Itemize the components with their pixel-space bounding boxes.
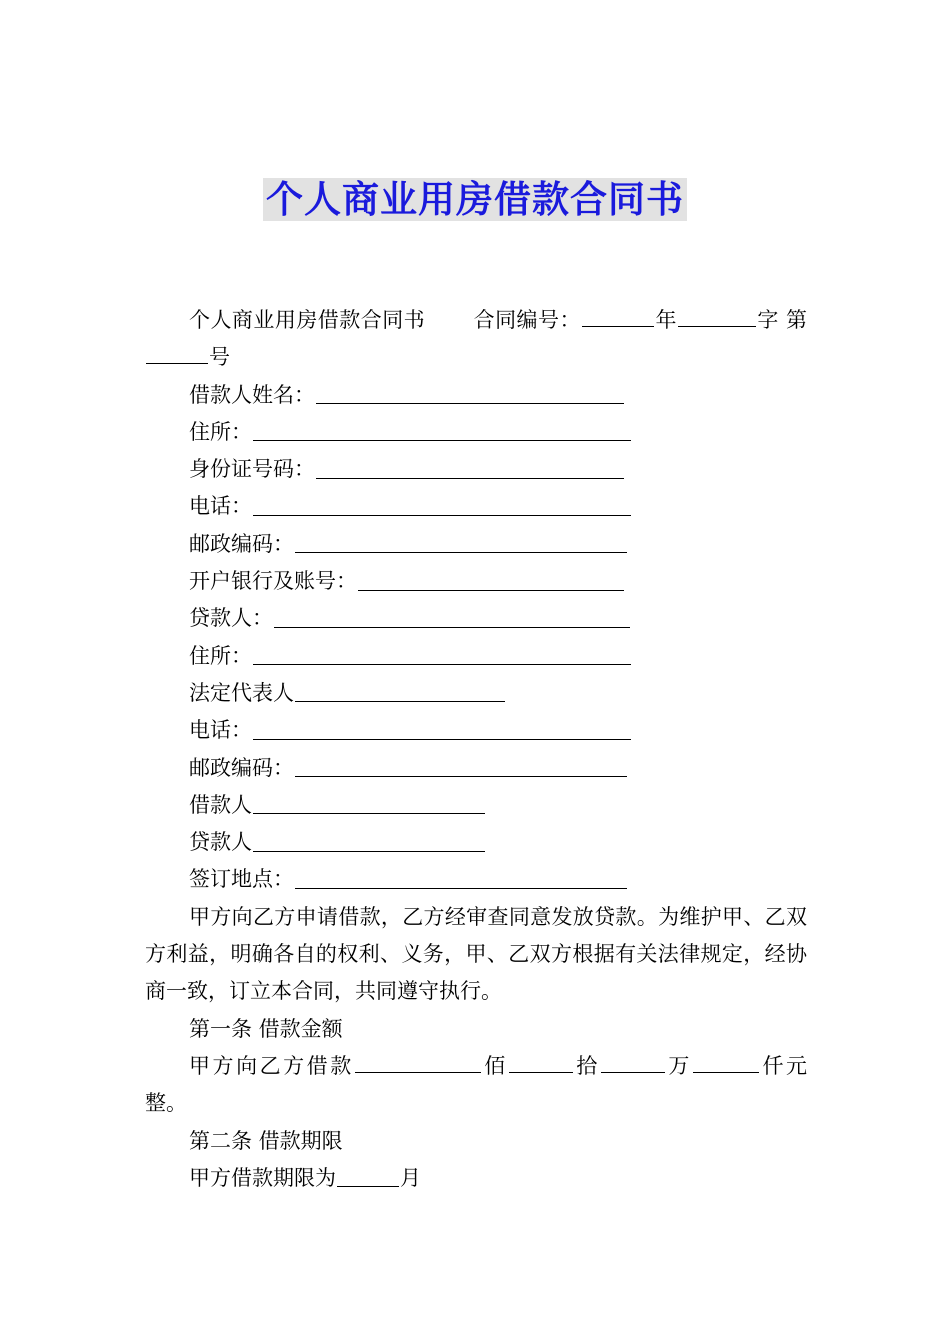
amount-wan-blank[interactable] (601, 1071, 665, 1073)
borrower-name-field: 借款人姓名： (145, 377, 807, 414)
number-blank[interactable] (146, 362, 208, 364)
lender-postcode-field: 邮政编码： (145, 750, 807, 787)
year-blank[interactable] (582, 325, 654, 327)
lender-sign-blank[interactable] (253, 850, 485, 852)
article-2-heading: 第二条 借款期限 (189, 1128, 343, 1153)
id-number-field: 身份证号码： (145, 451, 807, 488)
lender-field: 贷款人： (145, 600, 807, 637)
contract-body (145, 302, 807, 1197)
article-2-text: 甲方借款期限为 月 (189, 1165, 421, 1190)
lender-phone-blank[interactable] (253, 738, 631, 740)
legal-rep-blank[interactable] (295, 700, 505, 702)
lender-address-field: 住所： (145, 638, 807, 675)
lender-postcode-blank[interactable] (295, 775, 627, 777)
amount-shi-blank[interactable] (509, 1071, 573, 1073)
contract-header-line: 个人商业用房借款合同书 合同编号： 年 字 第号 (145, 302, 807, 377)
bank-account-blank[interactable] (358, 589, 624, 591)
article-1-text: 甲方向乙方借款 佰 拾 万 仟元整。 (145, 1053, 808, 1116)
amount-bai-blank[interactable] (355, 1071, 481, 1073)
intro-paragraph: 甲方向乙方申请借款，乙方经审查同意发放贷款。为维护甲、乙双方利益，明确各自的权利、义务，甲、乙双方根据有关法律规定，经协商一致，订立本合同，共同遵守执行。 (145, 904, 807, 1004)
bank-account-field: 开户银行及账号： (145, 563, 807, 600)
borrower-phone-field: 电话： (145, 488, 807, 525)
amount-qian-blank[interactable] (693, 1071, 759, 1073)
signing-place-field: 签订地点： (145, 861, 807, 898)
borrower-name-blank[interactable] (316, 402, 624, 404)
borrower-sign-field: 借款人 (145, 787, 807, 824)
legal-rep-field: 法定代表人 (145, 675, 807, 712)
lender-phone-field: 电话： (145, 712, 807, 749)
lender-blank[interactable] (274, 626, 630, 628)
borrower-postcode-field: 邮政编码： (145, 526, 807, 563)
term-months-blank[interactable] (337, 1185, 399, 1187)
borrower-phone-blank[interactable] (253, 514, 631, 516)
zi-blank[interactable] (678, 325, 756, 327)
borrower-sign-blank[interactable] (253, 812, 485, 814)
borrower-postcode-blank[interactable] (295, 551, 627, 553)
document-title: 个人商业用房借款合同书 (0, 178, 950, 222)
signing-place-blank[interactable] (295, 887, 627, 889)
borrower-address-blank[interactable] (253, 439, 631, 441)
id-number-blank[interactable] (316, 477, 624, 479)
lender-address-blank[interactable] (253, 663, 631, 665)
article-1-heading: 第一条 借款金额 (189, 1016, 343, 1041)
lender-sign-field: 贷款人 (145, 824, 807, 861)
borrower-address-field: 住所： (145, 414, 807, 451)
